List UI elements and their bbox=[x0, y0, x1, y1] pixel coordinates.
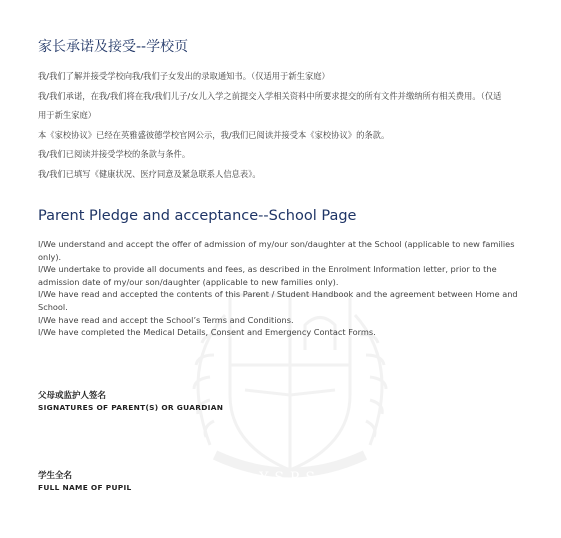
en-pledge-line: I/We have read and accepted the contents of this Parent / Student Handbook and the agreement between Home and School. bbox=[38, 289, 518, 312]
cn-pledge-line: 本《家校协议》已经在英雅盛彼德学校官网公示，我/我们已阅读并接受本《家校协议》的条款。 bbox=[38, 129, 390, 140]
en-pledge-line: I/We have completed the Medical Details, Consent and Emergency Contact Forms. bbox=[38, 327, 376, 338]
cn-pledge-line: 我/我们已填写《健康状况、医疗同意及紧急联系人信息表》。 bbox=[38, 168, 261, 179]
en-pledge-line: I/We have read and accept the School’s Terms and Conditions. bbox=[38, 314, 294, 325]
pupil-name-label-cn: 学生全名 bbox=[38, 471, 73, 481]
parent-signature-label-en: SIGNATURES OF PARENT(S) OR GUARDIAN bbox=[38, 403, 224, 412]
cn-pledge-list bbox=[38, 67, 508, 184]
en-pledge-line: I/We undertake to provide all documents and fees, as described in the Enrolment Information letter, prior to the admission date of my/our son/daughter (applicable to new families only). bbox=[38, 264, 497, 287]
pupil-name-label-en: FULL NAME OF PUPIL bbox=[38, 483, 132, 492]
parent-signature-block bbox=[38, 390, 223, 413]
en-pledge-list bbox=[38, 238, 523, 339]
en-pledge-line: I/We understand and accept the offer of admission of my/our son/daughter at the School (applicable to new families only). bbox=[38, 239, 515, 262]
parent-signature-label-cn: 父母或监护人签名 bbox=[38, 391, 107, 401]
cn-pledge-line: 我/我们了解并接受学校向我/我们子女发出的录取通知书。（仅适用于新生家庭） bbox=[38, 71, 330, 81]
watermark-text: YSPS bbox=[259, 470, 321, 486]
cn-pledge-line: 我/我们承诺，在我/我们将在我/我们儿子/女儿入学之前提交入学相关资料中所要求提交的所有文件并缴纳所有相关费用。（仅适用于新生家庭） bbox=[38, 90, 502, 120]
cn-section-title: 家长承诺及接受--学校页 bbox=[38, 39, 189, 55]
en-section-title: Parent Pledge and acceptance--School Page bbox=[38, 208, 357, 224]
pupil-name-block bbox=[38, 470, 132, 493]
cn-pledge-line: 我/我们已阅读并接受学校的条款与条件。 bbox=[38, 149, 191, 159]
